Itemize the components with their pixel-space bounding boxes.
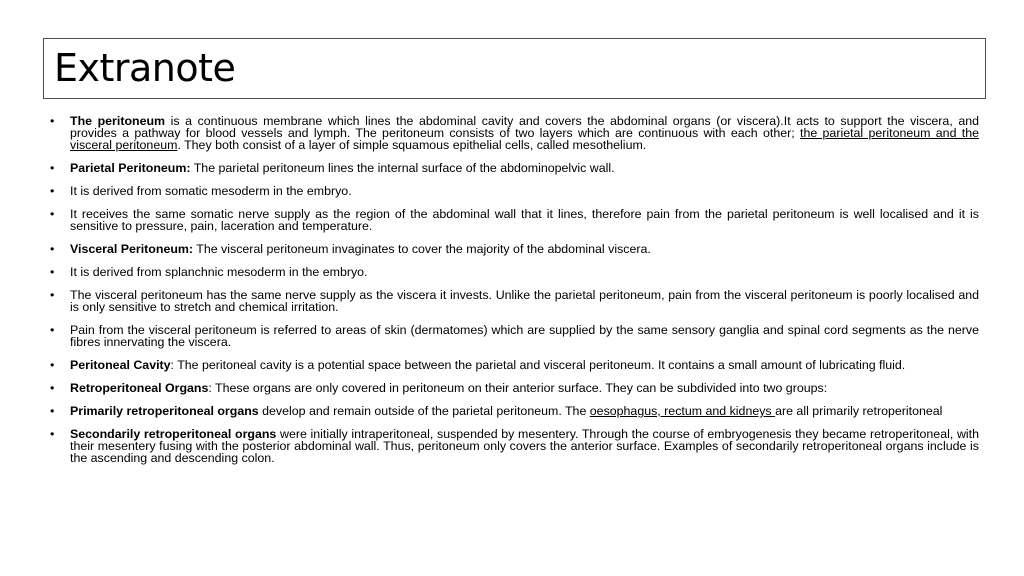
bullet-dot: • [50, 242, 55, 256]
bullet-dot: • [50, 207, 55, 221]
bullet-dot: • [50, 114, 55, 128]
bullet-dot: • [50, 381, 55, 395]
bullet-splanchnic-origin: • It is derived from splanchnic mesoderm in the embryo. [50, 265, 368, 279]
bullet-dot: • [50, 265, 55, 279]
bullet-primarily-retroperitoneal: • Primarily retroperitoneal organs develop and remain outside of the parietal peritoneum. The oesophagus, rectum and kidneys are all primarily retroperitoneal [50, 404, 943, 418]
bullet-secondarily-retroperitoneal: • Secondarily retroperitoneal organs were initially intraperitoneal, suspended by mesentery. Through the course of embryogenesis they became retroperitoneal, with their mesentery fusing with the posterior abdominal wall. Thus, peritoneum only covers the anterior surface. Examples of secondarily retroperitoneal organs include is the ascending and descending colon. [50, 427, 979, 465]
bullet-referred-pain: • Pain from the visceral peritoneum is referred to areas of skin (dermatomes) which are supplied by the same sensory ganglia and spinal cord segments as the nerve fibres innervating the viscera. [50, 323, 979, 349]
bullet-dot: • [50, 427, 55, 441]
bullet-peritoneum: • The peritoneum is a continuous membrane which lines the abdominal cavity and covers the abdominal organs (or viscera).It acts to support the viscera, and provides a pathway for blood vessels and lymph. The peritoneum consists of two layers which are continuous with each other; the parietal peritoneum and the visceral peritoneum. They both consist of a layer of simple squamous epithelial cells, called mesothelium. [50, 114, 980, 152]
bullet-bold: Primarily retroperitoneal organs [70, 404, 259, 418]
bullet-bold: Visceral Peritoneum: [70, 242, 194, 256]
bullet-dot: • [50, 161, 55, 175]
bullet-parietal-peritoneum: • Parietal Peritoneum: The parietal peritoneum lines the internal surface of the abdominopelvic wall. [50, 161, 615, 175]
title-box [43, 38, 986, 99]
bullet-bold: The peritoneum [70, 114, 166, 128]
bullet-somatic-nerve: • It receives the same somatic nerve supply as the region of the abdominal wall that it lines, therefore pain from the parietal peritoneum is well localised and it is sensitive to pressure, pain, laceration and temperature. [50, 207, 979, 233]
bullet-dot: • [50, 404, 55, 418]
bullet-somatic-origin: • It is derived from somatic mesoderm in the embryo. [50, 184, 352, 198]
slide-title: Extranote [54, 46, 236, 90]
bullet-bold: Secondarily retroperitoneal organs [70, 427, 277, 441]
bullet-bold: Parietal Peritoneum: [70, 161, 191, 175]
bullet-bold: Retroperitoneal Organs [70, 381, 209, 395]
bullet-list [50, 115, 979, 475]
bullet-dot: • [50, 323, 55, 337]
bullet-visceral-peritoneum: • Visceral Peritoneum: The visceral peritoneum invaginates to cover the majority of the abdominal viscera. [50, 242, 651, 256]
underlined-text: oesophagus, rectum and kidneys [589, 404, 776, 418]
underlined-text: the parietal peritoneum and the visceral peritoneum [70, 126, 979, 152]
bullet-bold: Peritoneal Cavity [70, 358, 171, 372]
bullet-visceral-nerve: • The visceral peritoneum has the same nerve supply as the viscera it invests. Unlike the parietal peritoneum, pain from the visceral peritoneum is poorly localised and is only sensitive to stretch and chemical irritation. [50, 288, 979, 314]
bullet-peritoneal-cavity: • Peritoneal Cavity: The peritoneal cavity is a potential space between the parietal and visceral peritoneum. It contains a small amount of lubricating fluid. [50, 358, 906, 372]
bullet-dot: • [50, 358, 55, 372]
bullet-retroperitoneal-organs: • Retroperitoneal Organs: These organs are only covered in peritoneum on their anterior surface. They can be subdivided into two groups: [50, 381, 828, 395]
bullet-dot: • [50, 288, 55, 302]
bullet-dot: • [50, 184, 55, 198]
